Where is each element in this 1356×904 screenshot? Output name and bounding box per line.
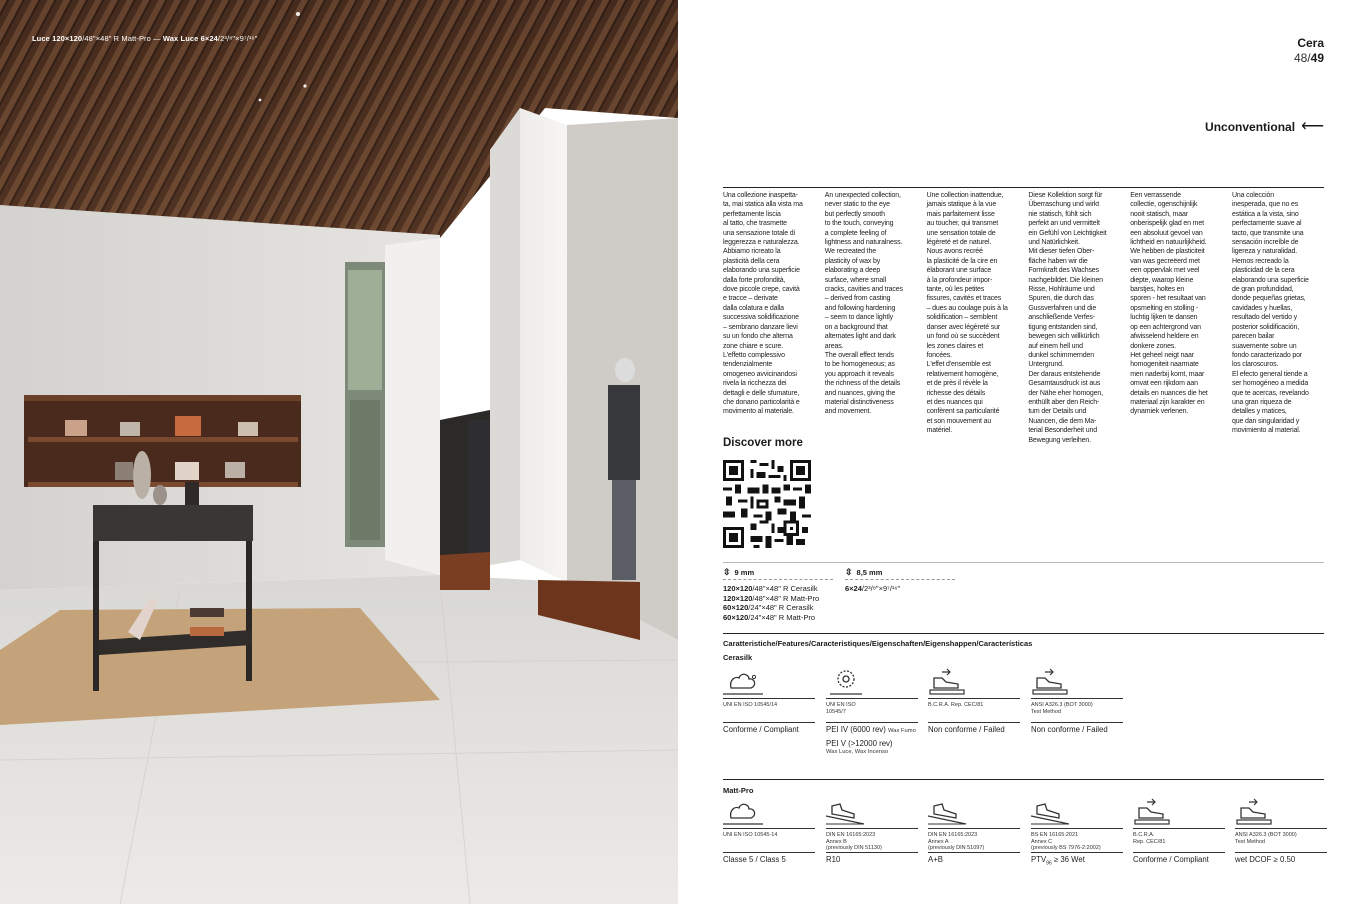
description-en: An unexpected collection, never static to the eye but perfectly smooth to the touch, conveying a complete feeling of lightness and naturalness. We recreated the plasticity of wax by elaborating a deep surface, where small cracks, cavities and traces – derived from casting and following hardening – seem to dance lightly on a background that alternates light and dark areas. The overall effect tends to be homogeneous; as you approach it reveals the richness of the details and nuances, giving the material distinctiveness and movement. [824, 192, 903, 416]
format-item: 60×120/24"×48" R Cerasilk [723, 603, 814, 613]
stain-icon [723, 668, 763, 696]
divider [723, 633, 1324, 634]
format-item: 6×24/2³/⁸"×9⁷/¹⁶" [845, 584, 901, 593]
feature-din-a: DIN EN 16165:2023 Annex A (previously DIN 51097) A+B [928, 798, 1020, 865]
divider [845, 579, 955, 580]
discover-more-heading: Discover more [723, 437, 803, 449]
feature-ansi: ANSI A326.3 (BOT 3000) Test Method wet DCOF ≥ 0.50 [1235, 798, 1327, 865]
shoe-ramp-icon [1031, 798, 1071, 826]
shoe-ramp-icon [928, 798, 968, 826]
format-item: 60×120/24"×48" R Matt-Pro [723, 612, 816, 622]
feature-ansi: ANSI A326.3 (BOT 3000) Test Method Non conforme / Failed [1031, 668, 1123, 735]
description-es: Una colección inesperada, que no es estática a la vista, sino perfectamente suave al tacto, que transmite una sensación increíble de ligereza y naturalidad. Hemos recreado la plasticidad de la cera elaborando una superficie de gran profundidad, donde pequeñas grietas, cavidades y huellas, resultado del vertido y posterior solidificación, parecen bailar suavemente sobre un fondo caracterizado por los claroscuros. El efecto general tiende a ser homogéneo a medida que te acercas, revelando una gran riqueza de detalles y matices, que dan singularidad y movimiento al material. [1231, 192, 1309, 435]
mattpro-heading: Matt-Pro [723, 786, 754, 795]
thickness-icon: ⇳ [723, 567, 731, 577]
cerasilk-heading: Cerasilk [723, 653, 753, 662]
thickness-icon: ⇳ [845, 567, 853, 577]
features-heading: Caratteristiche/Features/Caracteristiques/Eigenschaften/Eigenshappen/Características [723, 639, 1033, 648]
feature-abrasion: UNI EN ISO 10545/7 PEI IV (6000 rev) Wax Fumo PEI V (>12000 rev) Wax Luce, Wax Incenso [826, 668, 918, 755]
section-label[interactable]: Unconventional ⟵ [1205, 118, 1324, 135]
page-number: 48/49 [1293, 51, 1324, 65]
photo-caption: Luce 120×120/48"×48" R Matt-Pro — Wax Luce 6×24/2³/⁸"×9⁷/¹⁶" [32, 34, 258, 43]
qr-code-icon[interactable] [723, 460, 811, 548]
shoe-slip-icon [1133, 798, 1173, 826]
stain-icon [723, 798, 763, 826]
text-page [678, 0, 1356, 904]
feature-bcra: B.C.R.A. Rep. CEC/81 Conforme / Compliant [1133, 798, 1225, 865]
collection-title: Cera [1297, 36, 1324, 50]
description-it: Una collezione inaspetta- ta, mai statica alla vista ma perfettamente liscia al tatto, che trasmette una sensazione totale di leggerezza e naturalezza. Abbiamo ricreato la plasticità della cera elaborando una superficie dalla forte profondità, dove piccole crepe, cavità e tracce – derivate dalla colatura e dalla successiva solidificazione – sembrano danzare lievi su un fondo che alterna zone chiare e scure. L'effetto complessivo tendenzialmente omogeneo avvicinandosi rivela la ricchezza dei dettagli e delle sfumature, che donano particolarità e movimento al materiale. [723, 192, 803, 416]
feature-din-b: DIN EN 16165:2023 Annex B (previously DIN 51130) R10 [826, 798, 918, 865]
feature-stain: UNI EN ISO 10545-14 Classe 5 / Class 5 [723, 798, 815, 865]
abrasion-icon [826, 668, 866, 696]
format-item: 120×120/48"×48" R Matt-Pro [723, 593, 820, 603]
divider [723, 779, 1324, 780]
shoe-slip-icon [1031, 668, 1071, 696]
shoe-slip-icon [1235, 798, 1275, 826]
feature-bcra: B.C.R.A. Rep. CEC/81 Non conforme / Failed [928, 668, 1020, 735]
thickness-8-5mm: ⇳ 8,5 mm [845, 567, 883, 577]
description-fr: Une collection inattendue, jamais statique à la vue mais parfaitement lisse au toucher, qui transmet une sensation totale de légèreté et de naturel. Nous avons recréé la plasticité de la cire en élaborant une surface à la profondeur impor- tante, où les petites fissures, cavités et traces – dues au coulage puis à la solidification – semblent danser avec légèreté sur un fond où se succèdent les zones claires et foncées. L'effet d'ensemble est relativement homogène, et de près il révèle la richesse des détails et des nuances qui confèrent sa particularité et son mouvement au matériel. [926, 192, 1008, 435]
divider [723, 562, 1324, 563]
shoe-slip-icon [928, 668, 968, 696]
format-list-8-5mm [845, 584, 900, 594]
feature-bs: BS EN 16165:2021 Annex C (previously BS 7976-2:2002) $PTV_{96} \ge 36$ Wet [1031, 798, 1123, 870]
description-de: Diese Kollektion sorgt für Überraschung und wirkt nie statisch, fühlt sich perfekt an und vermittelt ein Gefühl von Leichtigkeit und Natürlichkeit. Mit dieser tiefen Ober- fläche haben wir die Formkraft des Wachses nachgebildet. Die kleinen Risse, Hohlräume und Spuren, die durch das Gussverfahren und die anschließende Verfes- tigung entstanden sind, bewegen sich willkürlich auf einem hell und dunkel schimmernden Untergrund. Der daraus entstehende Gesamtausdruck ist aus der Nähe eher homogen, enthüllt aber den Reich- tum der Details und Nuancen, die dem Ma- terial Besonderheit und Bewegung verleihen. [1028, 192, 1107, 444]
format-list-9mm [723, 584, 819, 622]
feature-stain: UNI EN ISO 10545/14 Conforme / Compliant [723, 668, 815, 735]
description-nl: Een verrassende collectie, ogenschijnlijk nooit statisch, maar onberispelijk glad en met een absoluut gevoel van lichtheid en natuurlijkheid. We hebben de plasticiteit van was gecreëerd met een oppervlak met veel diepte, waarop kleine barstjes, holtes en sporen - het resultaat van opsmelting en stolling - luchtig lijken te dansen op een achtergrond van afwisselend heldere en donkere zones. Het geheel neigt naar homogeniteit naarmate men naderbij komt, maar omvat een rijkdom aan details en nuances die het materiaal zijn karakter en dynamiek verlenen. [1130, 192, 1208, 416]
arrow-left-icon: ⟵ [1301, 118, 1324, 135]
description-columns [723, 191, 1324, 445]
shoe-ramp-icon [826, 798, 866, 826]
format-item: 120×120/48"×48" R Cerasilk [723, 584, 818, 593]
divider [723, 579, 833, 580]
divider [723, 187, 1324, 188]
thickness-9mm: ⇳ 9 mm [723, 567, 755, 577]
